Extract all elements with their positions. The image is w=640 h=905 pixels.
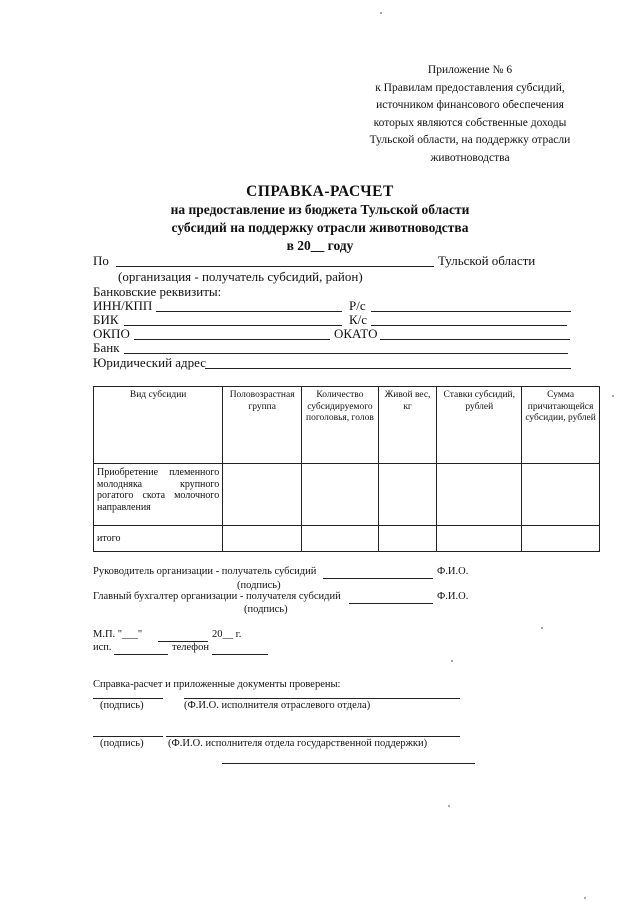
checked-label: Справка-расчет и приложенные документы проверены:: [93, 679, 341, 690]
annex-line: источником финансового обеспечения: [376, 99, 564, 111]
bank-field[interactable]: [124, 353, 568, 354]
cell-subsidy-type: Приобретение племенного молодняка крупного рогатого скота молочного направления: [94, 464, 223, 526]
bank-label: Банк: [93, 340, 120, 355]
head-sign-hint: (подпись): [237, 580, 281, 591]
bik-label: БИК: [93, 312, 119, 327]
accountant-fio: Ф.И.О.: [437, 591, 469, 602]
title-line: на предоставление из бюджета Тульской области: [170, 202, 470, 217]
address-field[interactable]: [205, 368, 571, 369]
cell-total-amount[interactable]: [522, 526, 600, 552]
annex-line: к Правилам предоставления субсидий,: [375, 81, 565, 94]
okpo-field[interactable]: [134, 339, 330, 340]
document-title: [0, 183, 640, 255]
branch-fio-hint: (Ф.И.О. исполнителя отраслевого отдела): [184, 700, 371, 711]
header-subsidy-type: Вид субсидии: [94, 387, 223, 464]
head-fio: Ф.И.О.: [437, 566, 469, 577]
title-line: субсидий на поддержку отрасли животноводства: [171, 220, 469, 235]
cell-head-count[interactable]: [302, 464, 379, 526]
scan-speck: [541, 627, 543, 629]
scan-speck: [451, 660, 453, 662]
bank-details-label: Банковские реквизиты:: [93, 284, 222, 299]
cell-total-label: итого: [94, 526, 223, 552]
accountant-signature-field[interactable]: [349, 603, 433, 604]
header-live-weight: Живой вес, кг: [378, 387, 437, 464]
bik-field[interactable]: [124, 325, 342, 326]
scan-speck: [448, 805, 450, 807]
cell-total-live-weight[interactable]: [378, 526, 437, 552]
cell-live-weight[interactable]: [378, 464, 437, 526]
org-field[interactable]: [116, 266, 434, 267]
inn-field[interactable]: [156, 311, 342, 312]
state-fio-field[interactable]: [166, 736, 460, 737]
executor-field[interactable]: [114, 654, 168, 655]
po-label: По: [93, 253, 109, 268]
ks-label: К/с: [349, 312, 368, 327]
address-label: Юридический адрес: [93, 355, 207, 370]
inn-label: ИНН/КПП: [93, 298, 153, 313]
title-line: в 20__ году: [286, 238, 354, 253]
okato-field[interactable]: [380, 339, 570, 340]
scan-speck: [612, 395, 614, 397]
rs-field[interactable]: [371, 311, 571, 312]
annex-line: которых являются собственные доходы: [373, 116, 567, 129]
branch-fio-field[interactable]: [184, 698, 460, 699]
okato-label: ОКАТО: [334, 326, 378, 341]
year-label: 20__ г.: [212, 629, 242, 640]
state-signature-field[interactable]: [93, 736, 163, 737]
accountant-label: Главный бухгалтер организации - получателя субсидий: [93, 591, 341, 602]
table-header-row: [94, 387, 600, 464]
mp-label: М.П. "___": [93, 629, 143, 640]
subsidy-table: [93, 386, 600, 552]
ks-field[interactable]: [371, 325, 567, 326]
okpo-label: ОКПО: [93, 326, 130, 341]
annex-block: [330, 62, 610, 167]
cell-total-rates[interactable]: [437, 526, 522, 552]
org-hint: (организация - получатель субсидий, район): [118, 269, 363, 284]
accountant-sign-hint: (подпись): [244, 604, 288, 615]
region-suffix: Тульской области: [438, 253, 536, 268]
annex-line: Тульской области, на поддержку отрасли: [369, 134, 571, 146]
isp-label: исп.: [93, 642, 112, 653]
cell-age-group[interactable]: [223, 464, 302, 526]
head-signature-field[interactable]: [323, 578, 433, 579]
state-sign-hint: (подпись): [100, 738, 144, 749]
title-main: СПРАВКА-РАСЧЕТ: [246, 183, 394, 200]
header-amount: Сумма причитающейся субсидии, рублей: [522, 387, 600, 464]
scan-speck: [584, 897, 586, 899]
head-label: Руководитель организации - получатель субсидий: [93, 566, 317, 577]
annex-line: животноводства: [430, 151, 510, 164]
table-row: [94, 464, 600, 526]
state-fio-hint: (Ф.И.О. исполнителя отдела государственной поддержки): [168, 738, 428, 749]
phone-field[interactable]: [212, 654, 268, 655]
header-head-count: Количество субсидируемого поголовья, голов: [302, 387, 379, 464]
branch-signature-field[interactable]: [93, 698, 163, 699]
rs-label: Р/с: [349, 298, 366, 313]
cell-rates[interactable]: [437, 464, 522, 526]
cell-amount[interactable]: [522, 464, 600, 526]
header-rates: Ставки субсидий, рублей: [437, 387, 522, 464]
header-age-group: Половозрастная группа: [223, 387, 302, 464]
bottom-separator: [222, 763, 475, 764]
cell-total-age-group[interactable]: [223, 526, 302, 552]
table-row-total: [94, 526, 600, 552]
cell-total-head-count[interactable]: [302, 526, 379, 552]
phone-label: телефон: [172, 642, 209, 653]
scan-speck: [380, 12, 382, 14]
annex-line: Приложение № 6: [427, 64, 513, 76]
branch-sign-hint: (подпись): [100, 700, 144, 711]
